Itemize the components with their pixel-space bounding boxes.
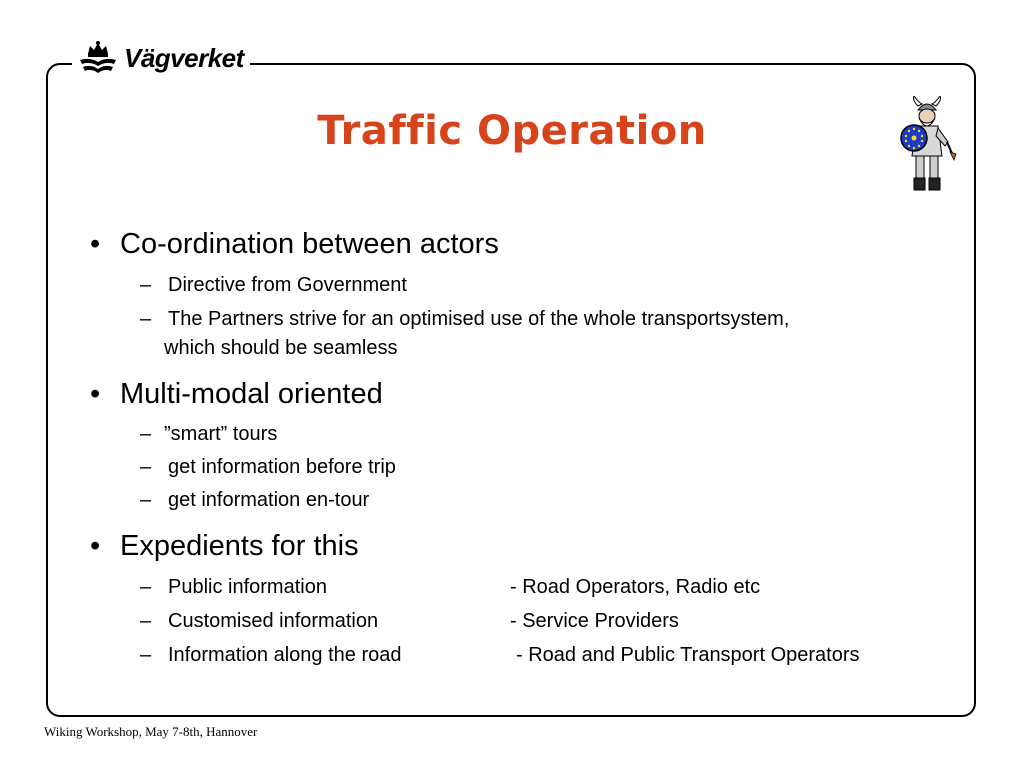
sub-bullet-text: ”smart” tours [164, 423, 278, 445]
logo-text: Vägverket [124, 42, 244, 73]
sub-bullet-text: Public information [168, 576, 327, 598]
sub-bullet-text: Directive from Government [168, 274, 407, 296]
sub-bullet-text: get information en-tour [168, 489, 370, 511]
sub-bullet-text: Customised information [168, 610, 379, 632]
sub-bullet-continuation [164, 337, 397, 360]
bullet-text: Co-ordination between actors [120, 228, 499, 260]
bullet-dot: • [90, 378, 101, 410]
sub-bullet-right-text: - Service Providers [510, 610, 679, 632]
bullet-dot: • [90, 228, 101, 260]
sub-bullet-dash: – [140, 489, 152, 511]
bullet-dot: • [90, 530, 101, 562]
vagverket-logo [72, 34, 250, 82]
sub-bullet-text: Information along the road [168, 644, 402, 666]
sub-bullet-dash: – [140, 644, 152, 666]
sub-bullet-dash: – [140, 456, 152, 478]
sub-bullet-text: get information before trip [168, 456, 396, 478]
crown-emblem-icon [78, 40, 118, 76]
sub-bullet-dash: – [140, 610, 152, 632]
sub-bullet-right-text: - Road Operators, Radio etc [510, 576, 761, 598]
sub-bullet-right-text: - Road and Public Transport Operators [516, 644, 860, 666]
sub-bullet-dash: – [140, 274, 152, 296]
sub-bullet-dash: – [140, 308, 152, 330]
sub-bullet-dash: – [140, 423, 152, 445]
viking-warrior-icon [896, 96, 958, 194]
sub-bullet-dash: – [140, 576, 152, 598]
slide-title: Traffic Operation [317, 108, 707, 154]
bullet-text: Expedients for this [120, 530, 359, 562]
footer-text: Wiking Workshop, May 7-8th, Hannover [44, 724, 258, 739]
sub-bullet-text-continued: which should be seamless [164, 337, 398, 359]
bullet-text: Multi-modal oriented [120, 378, 383, 410]
sub-bullet-text: The Partners strive for an optimised use of the whole transportsystem, [168, 308, 790, 330]
